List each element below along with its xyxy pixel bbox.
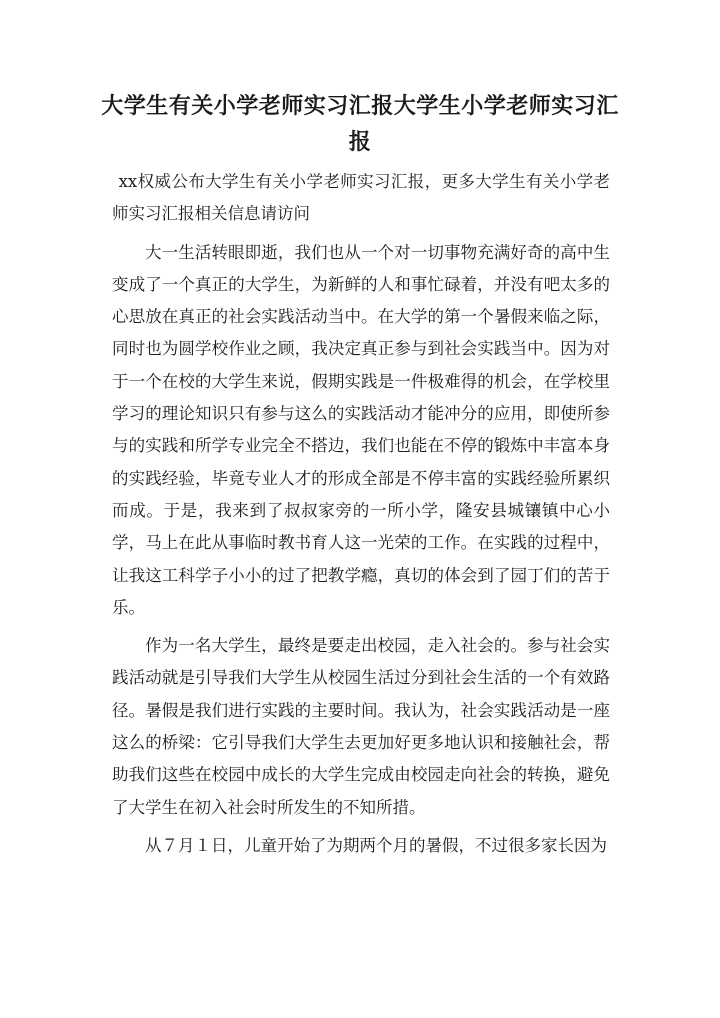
body-paragraph: 大一生活转眼即逝，我们也从一个对一切事物充满好奇的高中生变成了一个真正的大学生，为新鲜的人和事忙碌着，并没有吧太多的心思放在真正的社会实践活动当中。在大学的第一个暑假来临之际，同时也为圆学校作业之顾，我决定真正参与到社会实践当中。因为对于一个在校的大学生来说，假期实践是一件极难得的机会，在学校里学习的理论知识只有参与这么的实践活动才能冲分的应用，即使所参与的实践和所学专业完全不搭边，我们也能在不停的锻炼中丰富本身的实践经验，毕竟专业人才的形成全部是不停丰富的实践经验所累织而成。于是，我来到了叔叔家旁的一所小学，隆安县城镶镇中心小学，马上在此从事临时教书育人这一光荣的工作。在实践的过程中，让我这工科学子小小的过了把教学瘾，真切的体会到了园丁们的苦于乐。 bbox=[112, 242, 610, 617]
document-title: 大学生有关小学老师实习汇报大学生小学老师实习汇报 bbox=[101, 93, 619, 155]
body-paragraph: 作为一名大学生，最终是要走出校园，走入社会的。参与社会实践活动就是引导我们大学生从校园生活过分到社会生活的一个有效路径。暑假是我们进行实践的主要时间。我认为，社会实践活动是一座这么的桥梁：它引导我们大学生去更加好更多地认识和接触社会，帮助我们这些在校园中成长的大学生完成由校园走向社会的转换，避免了大学生在初入社会时所发生的不知所措。 bbox=[112, 636, 610, 817]
body-paragraph: 从７月１日，儿童开始了为期两个月的暑假，不过很多家长因为 bbox=[145, 835, 607, 855]
document-body bbox=[112, 166, 610, 868]
intro-paragraph: xx权威公布大学生有关小学老师实习汇报，更多大学生有关小学老师实习汇报相关信息请访问 bbox=[112, 172, 610, 224]
